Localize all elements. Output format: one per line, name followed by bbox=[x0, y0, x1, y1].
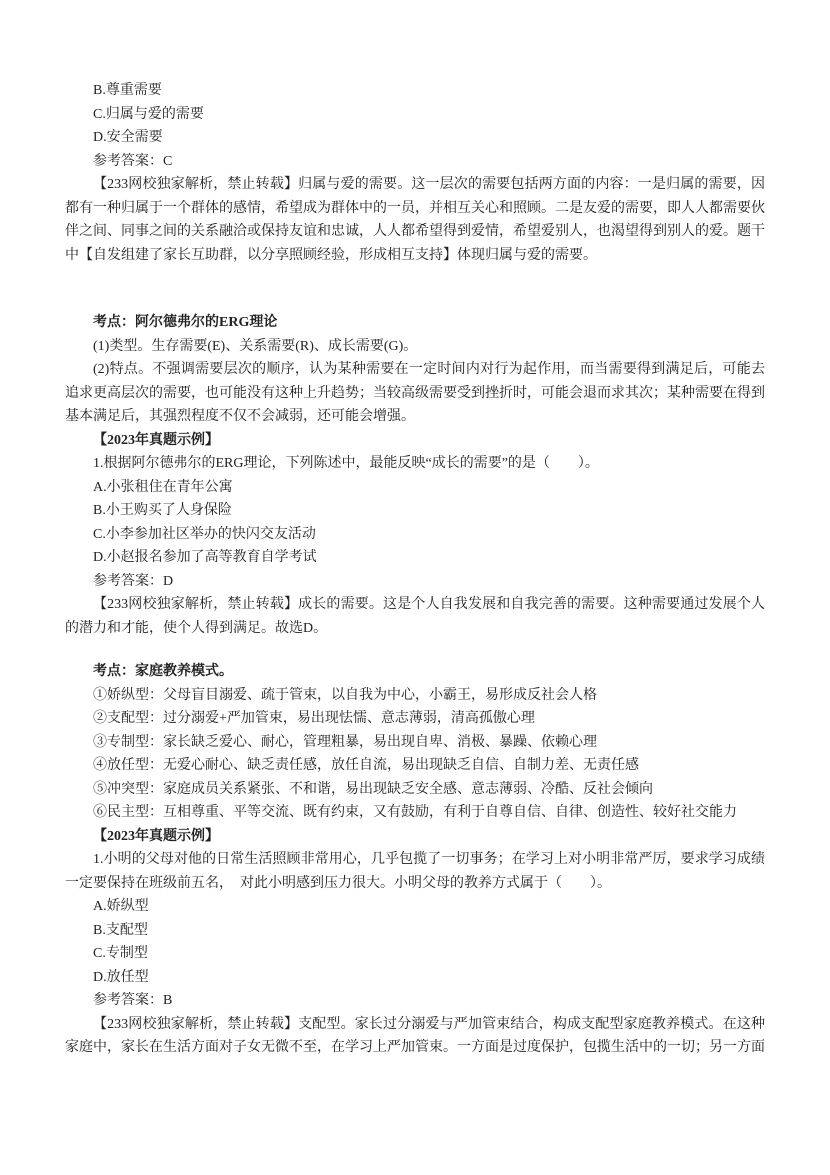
question-text: 1.小明的父母对他的日常生活照顾非常用心，几乎包揽了一切事务；在学习上对小明非常严厉，要求学习成绩一定要保持在班级前五名， 对此小明感到压力很大。小明父母的教养方式属于（ ）。 bbox=[65, 852, 765, 891]
parenting-type-item: ③专制型：家长缺乏爱心、耐心，管理粗暴，易出现自卑、消极、暴躁、依赖心理 bbox=[93, 734, 597, 750]
option-line: C.归属与爱的需要 bbox=[93, 106, 204, 122]
option-line: A.娇纵型 bbox=[93, 899, 149, 914]
analysis-paragraph: 【233网校独家解析，禁止转载】归属与爱的需要。这一层次的需要包括两方面的内容：一是归属的需要，因都有一种归属于一个群体的感情，希望成为群体中的一员，并相互关心和照顾。二是友爱的需要，即人人都需要伙伴之间、同事之间的关系融洽或保持友谊和忠诚，人人都希望得到爱情，希望爱别人，也渴望得到别人的爱。题干中【自发组建了家长互助群，以分享照顾经验，形成相互支持】体现归属与爱的需要。 bbox=[65, 177, 765, 263]
parenting-type-item: ⑥民主型：互相尊重、平等交流、既有约束，又有鼓励，有利于自尊自信、自律、创造性、较好社交能力 bbox=[93, 805, 737, 820]
topic-heading-family: 考点：家庭教养模式。 bbox=[93, 664, 233, 679]
knowledge-point: (1)类型。生存需要(E)、关系需要(R)、成长需要(G)。 bbox=[93, 338, 418, 354]
parenting-type-item: ④放任型：无爱心耐心、缺乏责任感，放任自流，易出现缺乏自信、自制力差、无责任感 bbox=[93, 758, 639, 773]
topic-heading-erg: 考点：阿尔德弗尔的ERG理论 bbox=[93, 315, 278, 330]
answer-line: 参考答案：C bbox=[93, 153, 173, 169]
option-line: B.支配型 bbox=[93, 922, 148, 938]
question-text: 1.根据阿尔德弗尔的ERG理论，下列陈述中，最能反映“成长的需要”的是（ ）。 bbox=[93, 456, 599, 471]
example-heading: 【2023年真题示例】 bbox=[93, 828, 219, 844]
parenting-type-item: ②支配型：过分溺爱+严加管束，易出现怯懦、意志薄弱，清高孤傲心理 bbox=[93, 711, 535, 726]
answer-line: 参考答案：B bbox=[93, 993, 173, 1008]
option-line: A.小张租住在青年公寓 bbox=[93, 479, 233, 495]
knowledge-point: (2)特点。不强调需要层次的顺序，认为某种需要在一定时间内对行为起作用，而当需要得到满足后，可能去追求更高层次的需要，也可能没有这种上升趋势；当较高级需要受到挫折时，可能会退而求其次；某种需要在得到基本满足后，其强烈程度不仅不会减弱，还可能会增强。 bbox=[65, 362, 765, 424]
option-line: C.专制型 bbox=[93, 946, 148, 961]
analysis-paragraph: 【233网校独家解析，禁止转载】支配型。家长过分溺爱与严加管束结合，构成支配型家庭教养模式。在这种家庭中，家长在生活方面对子女无微不至，在学习上严加管束。一方面是过度保护，包揽生活中的一切；另一方面 bbox=[65, 1016, 765, 1055]
parenting-type-item: ⑤冲突型：家庭成员关系紧张、不和谐，易出现缺乏安全感、意志薄弱、冷酷、反社会倾向 bbox=[93, 781, 653, 797]
option-line: D.安全需要 bbox=[93, 130, 163, 145]
analysis-paragraph: 【233网校独家解析，禁止转载】成长的需要。这是个人自我发展和自我完善的需要。这种需要通过发展个人的潜力和才能，使个人得到满足。故选D。 bbox=[65, 597, 765, 636]
parenting-type-item: ①娇纵型：父母盲目溺爱、疏于管束，以自我为中心，小霸王，易形成反社会人格 bbox=[93, 687, 597, 703]
option-line: D.小赵报名参加了高等教育自学考试 bbox=[93, 550, 317, 565]
answer-line: 参考答案：D bbox=[93, 573, 174, 589]
option-line: B.小王购买了人身保险 bbox=[93, 503, 232, 518]
example-heading: 【2023年真题示例】 bbox=[93, 432, 219, 448]
option-line: D.放任型 bbox=[93, 969, 149, 985]
option-line: C.小李参加社区举办的快闪交友活动 bbox=[93, 526, 316, 542]
option-line: B.尊重需要 bbox=[93, 83, 162, 98]
